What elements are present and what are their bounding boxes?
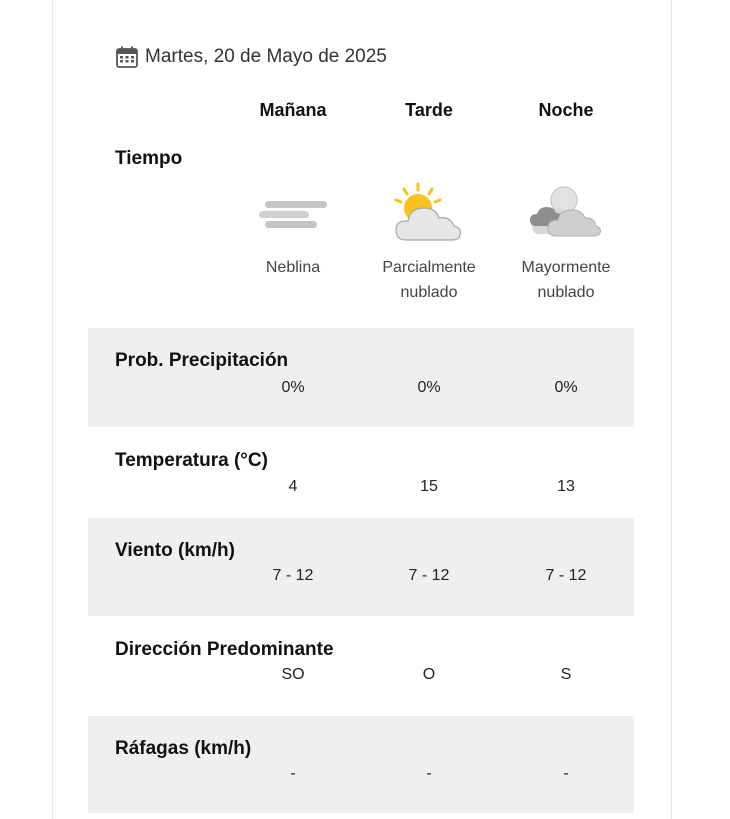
- direction-label: Dirección Predominante: [115, 639, 334, 660]
- period-header-morning: Mañana: [259, 100, 327, 120]
- weather-desc-line2: nublado: [400, 284, 458, 301]
- period-header-afternoon: Tarde: [405, 100, 453, 120]
- direction-afternoon: O: [422, 666, 436, 683]
- wind-night: 7 - 12: [545, 567, 587, 584]
- calendar-icon: [115, 45, 139, 69]
- fog-icon: [253, 182, 333, 246]
- temperature-night: 13: [557, 478, 575, 495]
- gusts-morning: -: [290, 765, 296, 782]
- partly-cloudy-icon: [390, 180, 470, 244]
- weather-row-label: Tiempo: [115, 148, 183, 169]
- precipitation-label: Prob. Precipitación: [115, 350, 289, 371]
- temperature-morning: 4: [288, 478, 298, 495]
- forecast-date: [115, 44, 387, 70]
- direction-night: S: [560, 666, 572, 683]
- precipitation-night: 0%: [554, 379, 578, 396]
- mostly-cloudy-night-icon: [526, 180, 606, 244]
- precipitation-row: [88, 328, 634, 427]
- weather-desc-morning: [228, 255, 358, 280]
- temperature-label: Temperatura (°C): [115, 450, 268, 471]
- weather-desc-line1: Parcialmente: [382, 259, 476, 276]
- precipitation-morning: 0%: [281, 379, 305, 396]
- weather-desc-line2: nublado: [537, 284, 595, 301]
- period-header-night: Noche: [538, 100, 594, 120]
- wind-morning: 7 - 12: [272, 567, 314, 584]
- precipitation-afternoon: 0%: [417, 379, 441, 396]
- weather-desc-night: [501, 255, 631, 305]
- weather-desc-line1: Mayormente: [521, 259, 611, 276]
- temperature-afternoon: 15: [420, 478, 438, 495]
- direction-morning: SO: [281, 666, 305, 683]
- date-text: Martes, 20 de Mayo de 2025: [145, 46, 387, 67]
- weather-desc-afternoon: [364, 255, 494, 305]
- gusts-night: -: [563, 765, 569, 782]
- gusts-afternoon: -: [426, 765, 432, 782]
- wind-afternoon: 7 - 12: [408, 567, 450, 584]
- wind-label: Viento (km/h): [115, 540, 235, 561]
- weather-desc-line1: Neblina: [265, 259, 321, 276]
- gusts-label: Ráfagas (km/h): [115, 738, 252, 759]
